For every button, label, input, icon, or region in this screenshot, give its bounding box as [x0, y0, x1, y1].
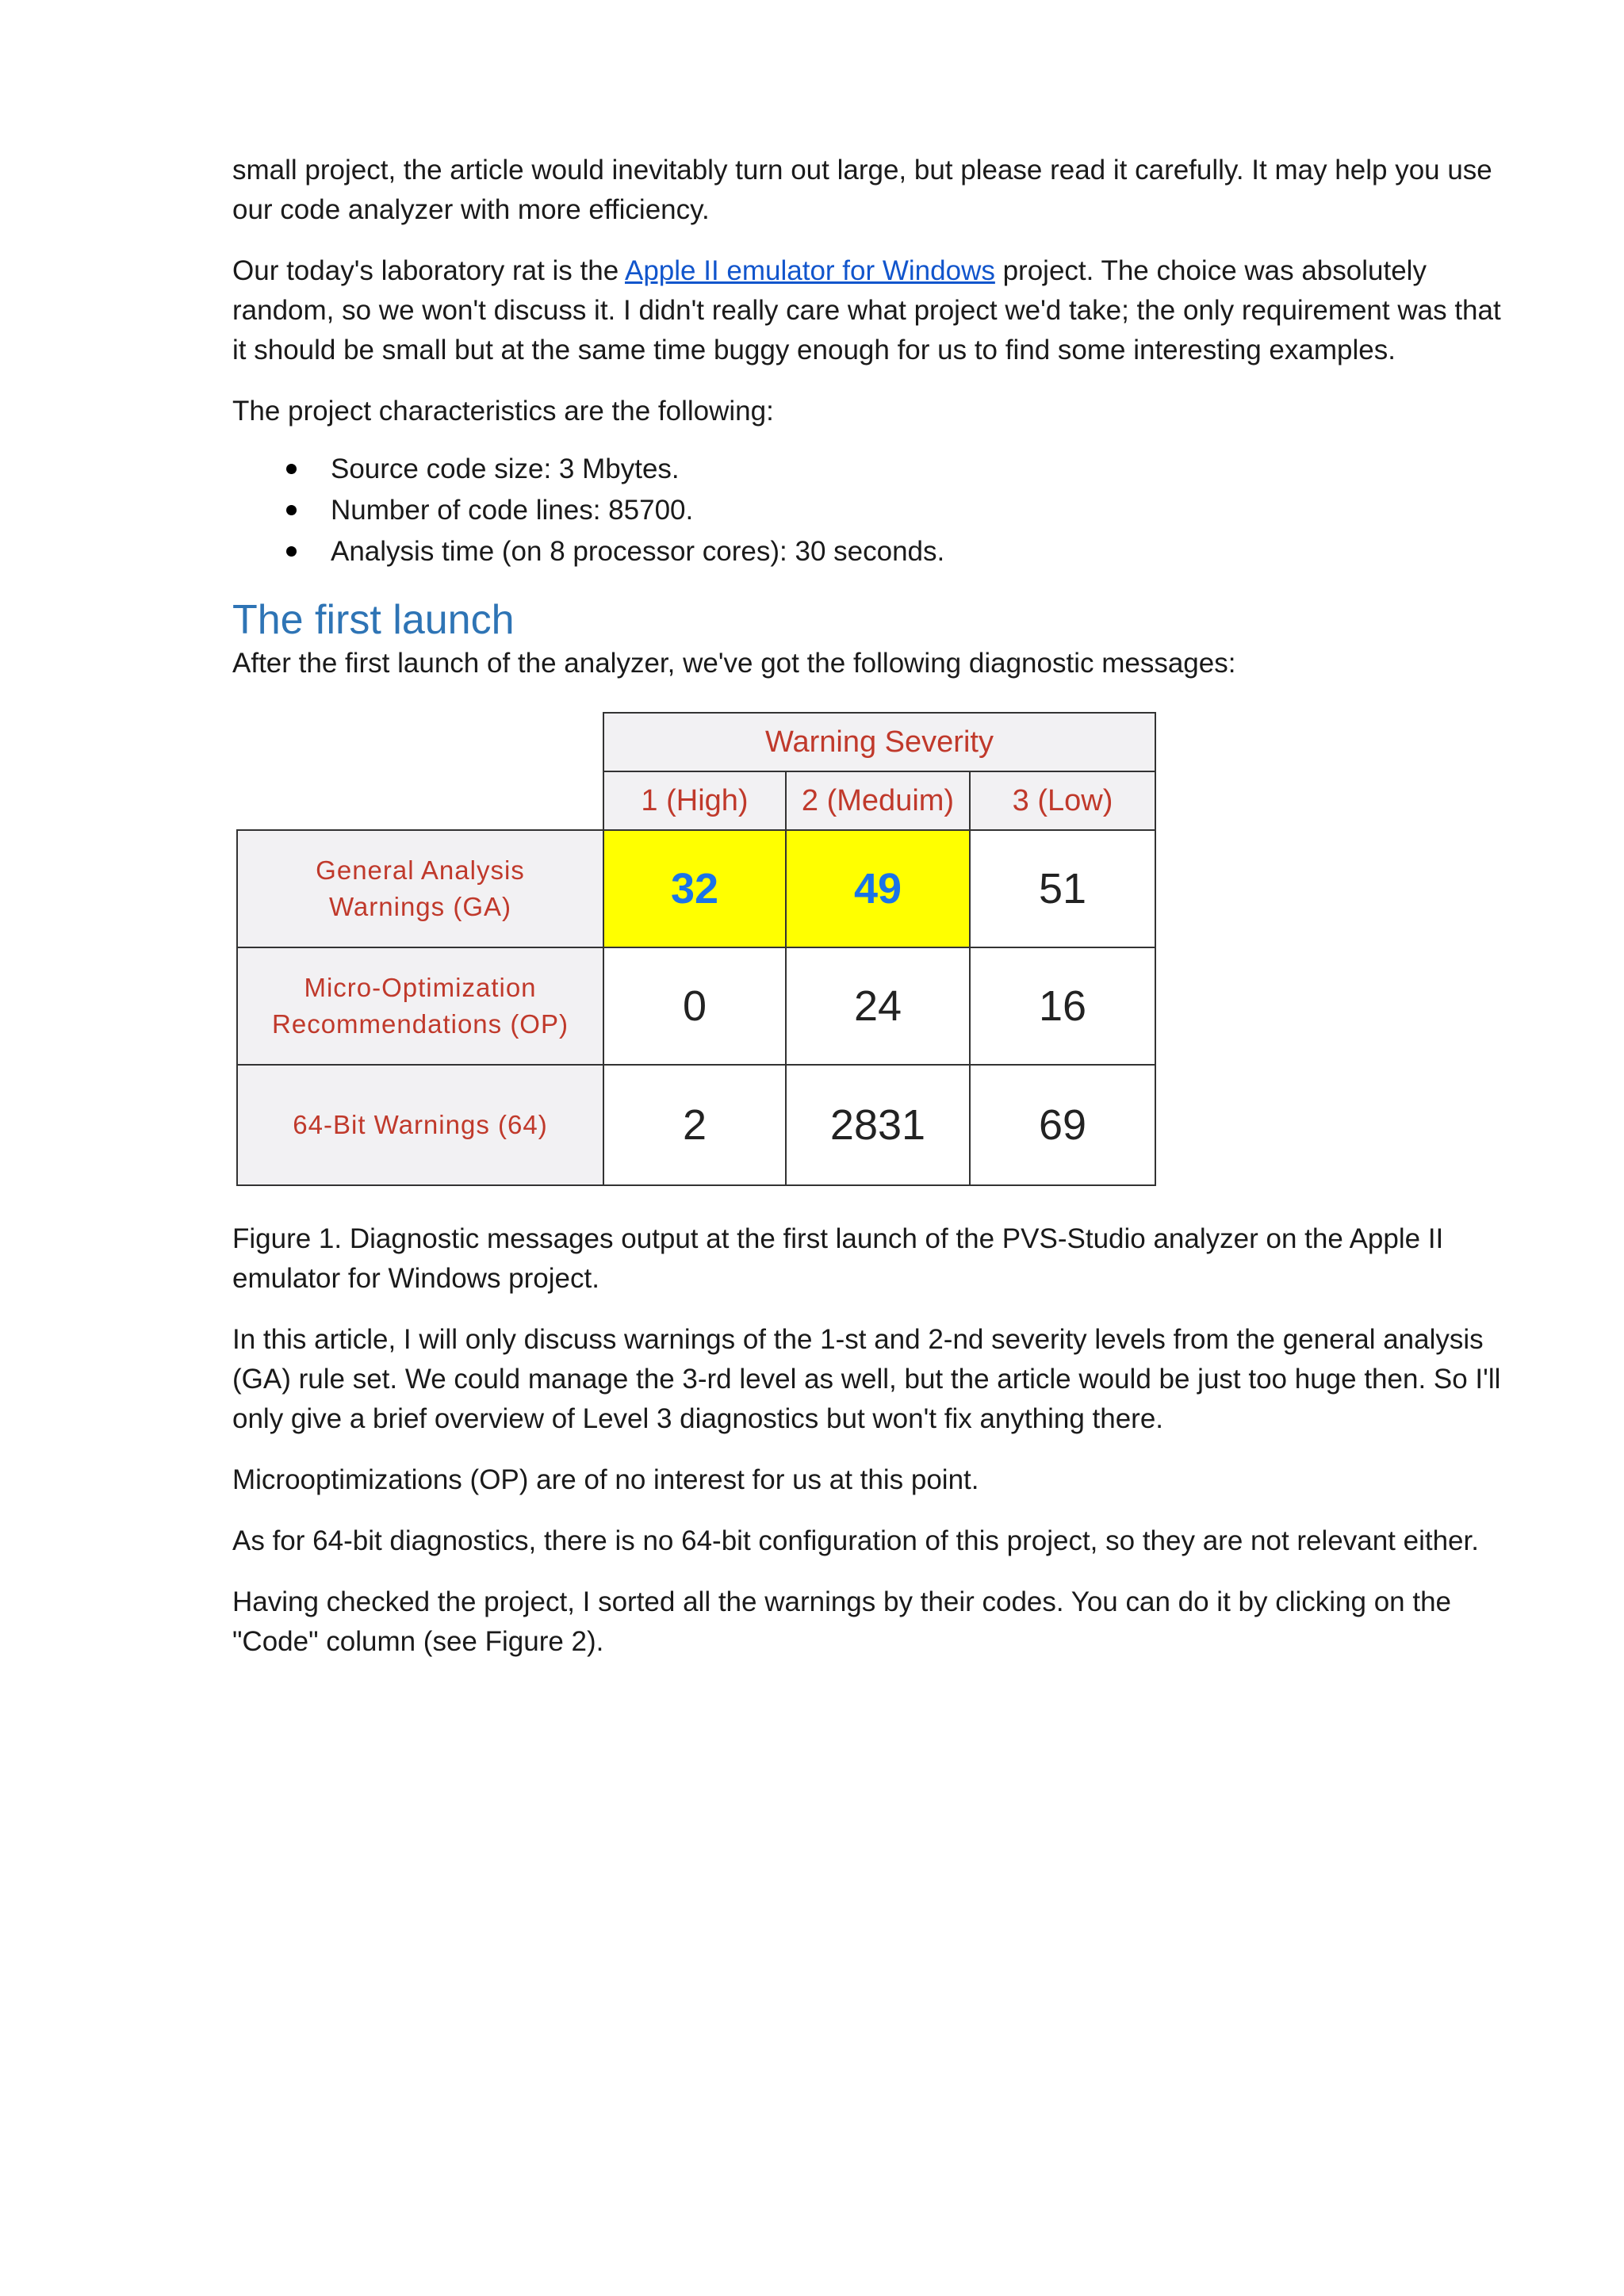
list-item — [232, 531, 1517, 572]
table-cell-64-medium: 2831 — [785, 1064, 971, 1186]
figure-caption: Figure 1. Diagnostic messages output at the first launch of the PVS-Studio analyzer on the Apple II emulator for Windows project. — [232, 1223, 1444, 1294]
list-item-text: Analysis time (on 8 processor cores): 30 seconds. — [331, 536, 945, 567]
rat-text-after: project. The choice was absolutely random, so we won't discuss it. I didn't really care what project we'd take; the only requirement was that it should be small but at the same time buggy enough for us to find some interesting examples. — [232, 255, 1501, 365]
sorted-paragraph: Having checked the project, I sorted all the warnings by their codes. You can do it by clicking on the "Code" column (see Figure 2). — [232, 1586, 1452, 1657]
table-cell-64-low: 69 — [969, 1064, 1156, 1186]
severity-header: Warning Severity — [603, 712, 1156, 772]
64bit-paragraph: As for 64-bit diagnostics, there is no 64-bit configuration of this project, so they are not relevant either. — [232, 1525, 1479, 1556]
table-cell-op-high: 0 — [603, 947, 787, 1066]
row-label-64: 64-Bit Warnings (64) — [236, 1064, 604, 1186]
rat-text-before: Our today's laboratory rat is the — [232, 255, 625, 286]
severity-paragraph: In this article, I will only discuss warnings of the 1-st and 2-nd severity levels from the general analysis (GA) rule set. We could manage the 3-rd level as well, but the article would be just too huge then. So I'll only give a brief overview of Level 3 diagnostics but won't fix anything there. — [232, 1324, 1501, 1434]
article-page — [232, 151, 1517, 1683]
list-item-text: Number of code lines: 85700. — [331, 495, 694, 526]
col-header-low: 3 (Low) — [969, 771, 1156, 831]
rat-paragraph — [232, 251, 1517, 370]
table-cell-op-low: 16 — [969, 947, 1156, 1066]
list-item-text: Source code size: 3 Mbytes. — [331, 453, 680, 484]
table-cell-64-high: 2 — [603, 1064, 787, 1186]
list-item — [232, 449, 1517, 490]
table-cell-ga-high: 32 — [603, 829, 787, 948]
table-cell-ga-low: 51 — [969, 829, 1156, 948]
table-cell-ga-medium: 49 — [785, 829, 971, 948]
section-heading: The first launch — [232, 597, 515, 643]
row-label-ga: General Analysis Warnings (GA) — [236, 829, 604, 948]
col-header-high: 1 (High) — [603, 771, 787, 831]
bullet-icon — [286, 505, 297, 515]
intro-paragraph: small project, the article would inevitably turn out large, but please read it carefully. It may help you use our code analyzer with more efficiency. — [232, 155, 1492, 225]
bullet-icon — [286, 546, 297, 557]
row-label-op: Micro-Optimization Recommendations (OP) — [236, 947, 604, 1066]
launch-paragraph: After the first launch of the analyzer, we've got the following diagnostic messages: — [232, 648, 1236, 679]
apple-emulator-link[interactable]: Apple II emulator for Windows — [624, 255, 995, 286]
characteristics-intro: The project characteristics are the following: — [232, 396, 774, 427]
bullet-icon — [286, 464, 297, 474]
micro-paragraph: Microoptimizations (OP) are of no interest for us at this point. — [232, 1464, 979, 1495]
table-cell-op-medium: 24 — [785, 947, 971, 1066]
col-header-medium: 2 (Meduim) — [785, 771, 971, 831]
diagnostics-table-figure — [236, 712, 1156, 1186]
list-item — [232, 490, 1517, 531]
characteristics-list — [232, 449, 1517, 572]
